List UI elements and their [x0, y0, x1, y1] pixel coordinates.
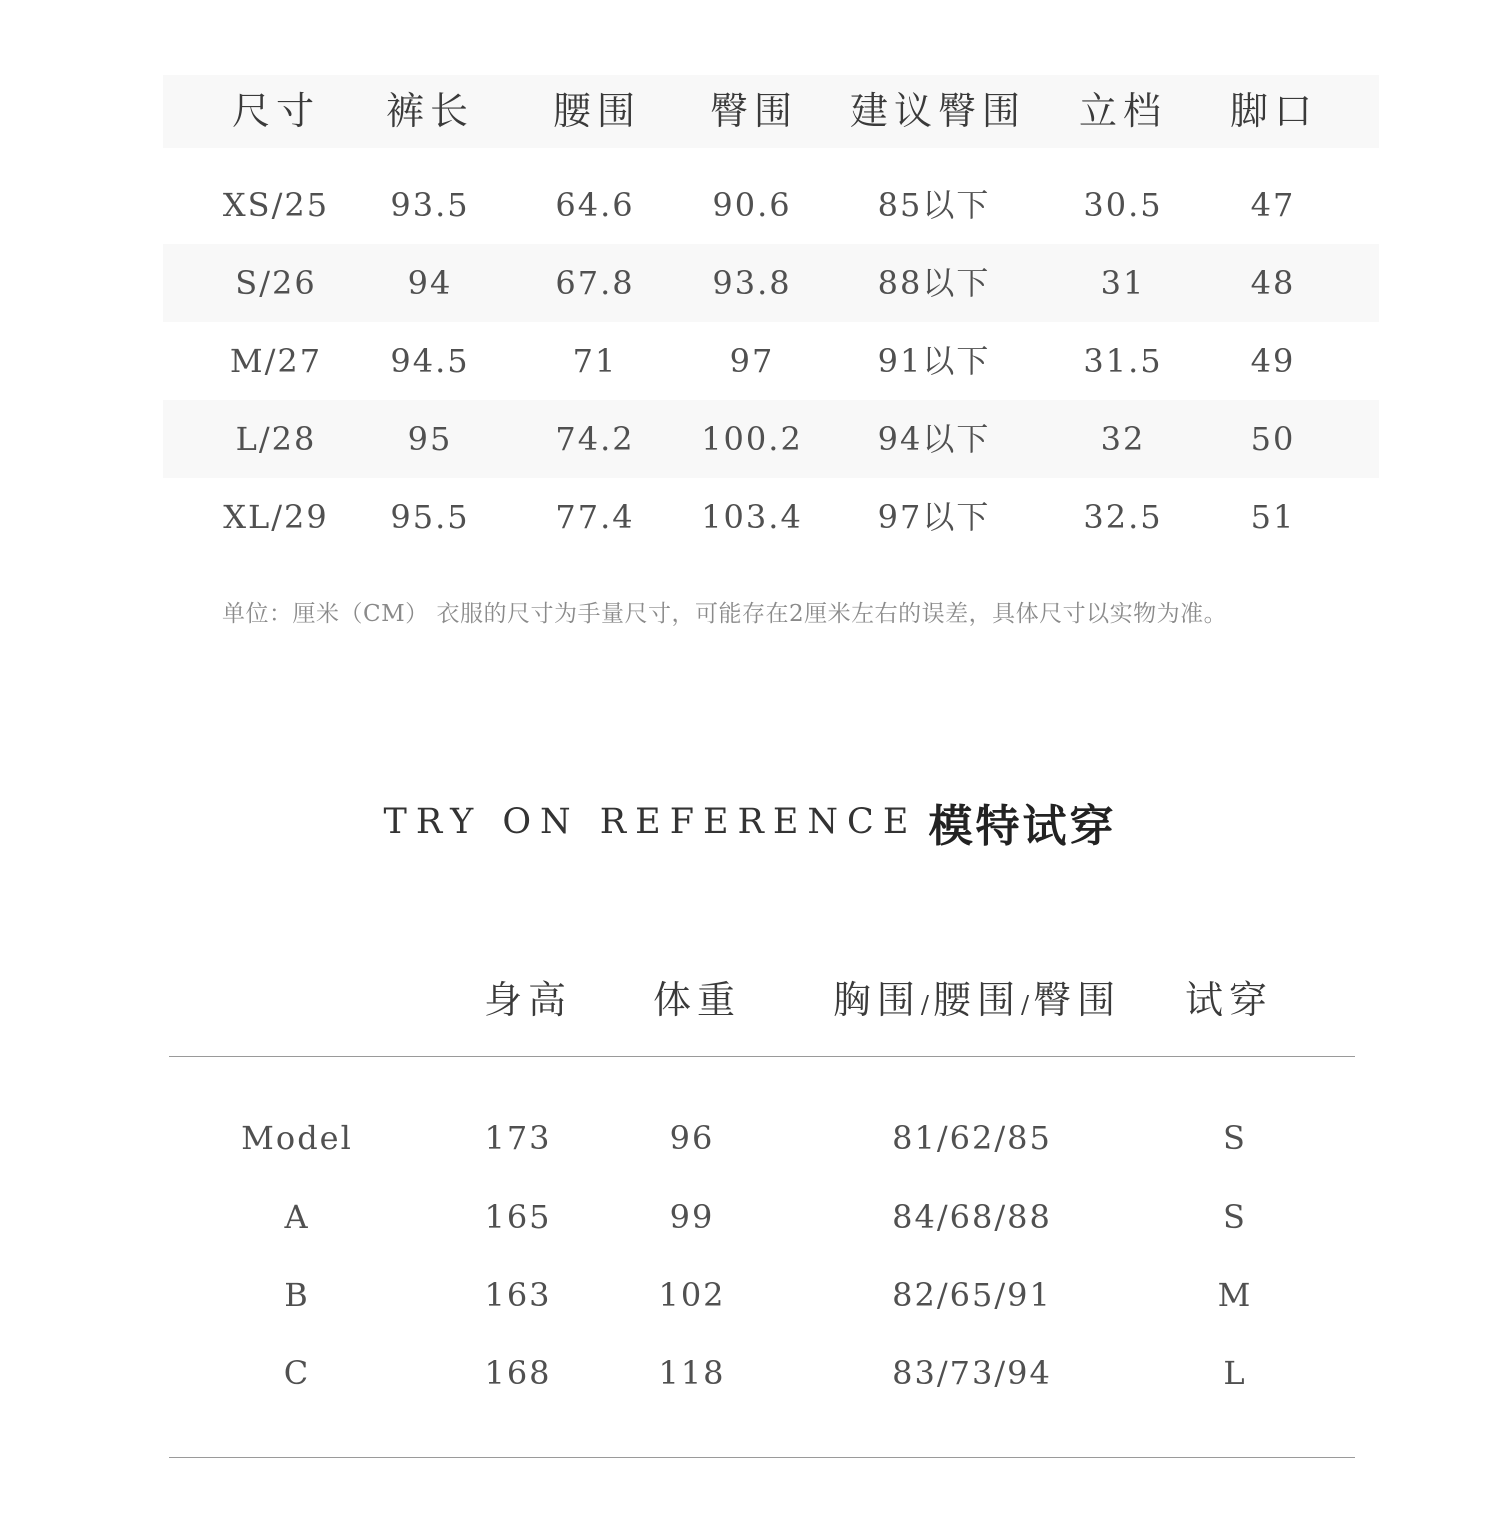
table-row [163, 400, 1379, 478]
size-table [163, 75, 1379, 556]
cell-size: XL/29 [223, 498, 329, 536]
cell-suggested-hip: 85以下 [877, 186, 991, 224]
cell-try-size: S [1223, 1119, 1247, 1157]
header-weight: 体重 [652, 978, 742, 1022]
header-size: 尺寸 [231, 89, 321, 133]
size-table-header [163, 75, 1379, 148]
cell-length: 94 [407, 264, 453, 302]
try-on-title-cn: 模特试穿 [928, 801, 1117, 852]
try-on-title [0, 790, 1500, 854]
cell-model: C [283, 1354, 311, 1392]
cell-weight: 102 [658, 1276, 726, 1314]
cell-size: M/27 [229, 342, 323, 380]
table-row [163, 166, 1379, 244]
header-height: 身高 [483, 978, 573, 1022]
cell-leg-opening: 50 [1250, 420, 1296, 458]
cell-try-size: L [1223, 1354, 1247, 1392]
cell-leg-opening: 48 [1250, 264, 1296, 302]
header-slash: / [920, 991, 929, 1019]
cell-length: 93.5 [390, 186, 470, 224]
cell-model: Model [241, 1119, 353, 1157]
table-row [163, 478, 1379, 556]
cell-rise: 31.5 [1083, 342, 1163, 380]
cell-hip: 100.2 [701, 420, 803, 458]
cell-try-size: M [1217, 1276, 1253, 1314]
cell-hip: 90.6 [712, 186, 792, 224]
cell-weight: 96 [669, 1119, 715, 1157]
cell-height: 165 [484, 1198, 552, 1236]
divider-bottom [169, 1457, 1355, 1458]
cell-size: L/28 [235, 420, 317, 458]
cell-weight: 99 [669, 1198, 715, 1236]
measurement-note: 单位：厘米（CM） 衣服的尺寸为手量尺寸，可能存在2厘米左右的误差，具体尺寸以实物为准。 [222, 601, 1228, 627]
cell-size: XS/25 [222, 186, 330, 224]
table-row [163, 322, 1379, 400]
cell-measurements: 83/73/94 [892, 1354, 1052, 1392]
cell-measurements: 82/65/91 [892, 1276, 1052, 1314]
cell-rise: 31 [1100, 264, 1146, 302]
cell-suggested-hip: 91以下 [877, 342, 991, 380]
cell-suggested-hip: 94以下 [877, 420, 991, 458]
header-length: 裤长 [385, 89, 475, 133]
cell-waist: 64.6 [555, 186, 635, 224]
cell-weight: 118 [658, 1354, 726, 1392]
cell-length: 95.5 [390, 498, 470, 536]
header-hip: 臀围 [709, 89, 799, 133]
cell-waist: 71 [572, 342, 618, 380]
header-waist: 腰围 [552, 89, 642, 133]
cell-height: 163 [484, 1276, 552, 1314]
cell-try-size: S [1223, 1198, 1247, 1236]
cell-waist: 67.8 [555, 264, 635, 302]
cell-measurements: 84/68/88 [892, 1198, 1052, 1236]
cell-rise: 32.5 [1083, 498, 1163, 536]
cell-suggested-hip: 88以下 [877, 264, 991, 302]
cell-rise: 32 [1100, 420, 1146, 458]
cell-leg-opening: 47 [1250, 186, 1296, 224]
header-hip: 臀围 [1033, 978, 1122, 1022]
cell-suggested-hip: 97以下 [877, 498, 991, 536]
cell-length: 94.5 [390, 342, 470, 380]
cell-leg-opening: 51 [1250, 498, 1296, 536]
header-slash: / [1021, 991, 1030, 1019]
header-suggested-hip: 建议臀围 [849, 89, 1027, 133]
cell-height: 173 [484, 1119, 552, 1157]
cell-hip: 93.8 [712, 264, 792, 302]
cell-rise: 30.5 [1083, 186, 1163, 224]
header-measurements [833, 975, 1121, 1030]
cell-measurements: 81/62/85 [892, 1119, 1052, 1157]
cell-waist: 74.2 [555, 420, 635, 458]
cell-waist: 77.4 [555, 498, 635, 536]
cell-hip: 97 [729, 342, 775, 380]
header-try-size: 试穿 [1184, 978, 1274, 1022]
cell-length: 95 [407, 420, 453, 458]
header-leg-opening: 脚口 [1229, 89, 1319, 133]
cell-size: S/26 [235, 264, 317, 302]
try-on-title-en: TRY ON REFERENCE [383, 802, 918, 842]
cell-hip: 103.4 [701, 498, 803, 536]
header-bust: 胸围 [832, 978, 921, 1022]
divider-top [169, 1056, 1355, 1057]
cell-model: A [284, 1198, 310, 1236]
cell-model: B [284, 1276, 310, 1314]
header-waist: 腰围 [932, 978, 1022, 1022]
cell-height: 168 [484, 1354, 552, 1392]
header-rise: 立档 [1078, 89, 1168, 133]
cell-leg-opening: 49 [1250, 342, 1296, 380]
table-row [163, 244, 1379, 322]
